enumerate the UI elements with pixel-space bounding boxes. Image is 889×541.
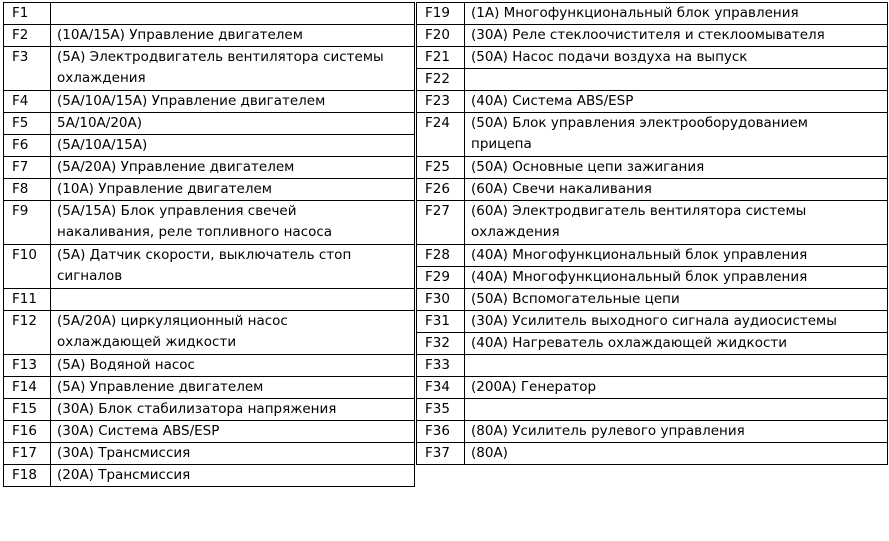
fuse-description-line: охлаждающей жидкости — [57, 334, 237, 350]
fuse-code: F27 — [417, 201, 465, 245]
fuse-description-line: (5A/15A) Блок управления свечей — [57, 203, 297, 219]
fuse-row — [4, 399, 415, 421]
fuse-code: F5 — [4, 113, 51, 135]
fuse-row — [4, 47, 415, 91]
fuse-row — [417, 333, 888, 355]
fuse-row — [4, 465, 415, 487]
fuse-table-right — [416, 2, 888, 465]
fuse-description — [51, 47, 415, 91]
fuse-code: F17 — [4, 443, 51, 465]
fuse-row — [417, 47, 888, 69]
fuse-row — [4, 245, 415, 289]
fuse-description — [465, 201, 888, 245]
fuse-row — [4, 377, 415, 399]
fuse-description: (5A/10A/15A) Управление двигателем — [51, 91, 415, 113]
fuse-row — [417, 91, 888, 113]
fuse-table-left — [3, 2, 415, 487]
fuse-description-line: (5A/20A) циркуляционный насос — [57, 313, 288, 329]
fuse-code: F23 — [417, 91, 465, 113]
fuse-code: F15 — [4, 399, 51, 421]
fuse-code: F33 — [417, 355, 465, 377]
fuse-code: F12 — [4, 311, 51, 355]
fuse-description: (50A) Насос подачи воздуха на выпуск — [465, 47, 888, 69]
fuse-description-line: накаливания, реле топливного насоса — [57, 224, 333, 240]
fuse-description: (50A) Основные цепи зажигания — [465, 157, 888, 179]
fuse-code: F14 — [4, 377, 51, 399]
fuse-table-left-body — [4, 3, 415, 487]
fuse-code: F1 — [4, 3, 51, 25]
fuse-description: (30A) Усилитель выходного сигнала аудиосистемы — [465, 311, 888, 333]
fuse-row — [4, 25, 415, 47]
fuse-description — [465, 113, 888, 157]
fuse-row — [4, 135, 415, 157]
fuse-row — [417, 113, 888, 157]
fuse-code: F25 — [417, 157, 465, 179]
fuse-description: (40A) Нагреватель охлаждающей жидкости — [465, 333, 888, 355]
fuse-row — [417, 421, 888, 443]
fuse-row — [417, 267, 888, 289]
fuse-description: (40A) Многофункциональный блок управления — [465, 267, 888, 289]
fuse-row — [4, 113, 415, 135]
fuse-description — [51, 289, 415, 311]
fuse-code: F26 — [417, 179, 465, 201]
fuse-description-line: (5A) Датчик скорости, выключатель стоп — [57, 247, 352, 263]
fuse-row — [417, 25, 888, 47]
fuse-description-line: охлаждения — [471, 224, 560, 240]
fuse-code: F22 — [417, 69, 465, 91]
fuse-code: F34 — [417, 377, 465, 399]
fuse-table-right-body — [417, 3, 888, 465]
fuse-code: F35 — [417, 399, 465, 421]
fuse-description: (30A) Реле стеклоочистителя и стеклоомывателя — [465, 25, 888, 47]
fuse-row — [4, 91, 415, 113]
fuse-row — [417, 69, 888, 91]
fuse-code: F8 — [4, 179, 51, 201]
fuse-description: (200A) Генератор — [465, 377, 888, 399]
fuse-description: (5A) Водяной насос — [51, 355, 415, 377]
fuse-row — [417, 443, 888, 465]
fuse-description-line: (5A) Электродвигатель вентилятора системы — [57, 49, 384, 65]
fuse-code: F21 — [417, 47, 465, 69]
fuse-description — [51, 201, 415, 245]
fuse-description: (60A) Свечи накаливания — [465, 179, 888, 201]
fuse-description-line: охлаждения — [57, 70, 146, 86]
fuse-code: F29 — [417, 267, 465, 289]
fuse-code: F2 — [4, 25, 51, 47]
fuse-code: F4 — [4, 91, 51, 113]
fuse-row — [417, 245, 888, 267]
fuse-description: (40A) Многофункциональный блок управления — [465, 245, 888, 267]
fuse-description — [465, 399, 888, 421]
fuse-description: (5A) Управление двигателем — [51, 377, 415, 399]
fuse-row — [417, 289, 888, 311]
fuse-description — [51, 245, 415, 289]
fuse-description: (30A) Система ABS/ESP — [51, 421, 415, 443]
fuse-row — [417, 399, 888, 421]
fuse-description — [51, 3, 415, 25]
fuse-code: F16 — [4, 421, 51, 443]
fuse-row — [417, 377, 888, 399]
fuse-description — [51, 311, 415, 355]
fuse-row — [4, 157, 415, 179]
fuse-row — [417, 311, 888, 333]
fuse-description: (30A) Блок стабилизатора напряжения — [51, 399, 415, 421]
fuse-row — [417, 355, 888, 377]
fuse-description-line: (60A) Электродвигатель вентилятора системы — [471, 203, 807, 219]
fuse-description — [465, 69, 888, 91]
fuse-row — [417, 157, 888, 179]
fuse-description: 5A/10A/20A) — [51, 113, 415, 135]
fuse-code: F19 — [417, 3, 465, 25]
fuse-code: F10 — [4, 245, 51, 289]
fuse-row — [4, 3, 415, 25]
fuse-description-line: (50A) Блок управления электрооборудованием — [471, 115, 808, 131]
fuse-code: F36 — [417, 421, 465, 443]
fuse-description: (10A/15A) Управление двигателем — [51, 25, 415, 47]
fuse-description-line: сигналов — [57, 268, 123, 284]
fuse-description: (50A) Вспомогательные цепи — [465, 289, 888, 311]
fuse-code: F31 — [417, 311, 465, 333]
fuse-description: (1A) Многофункциональный блок управления — [465, 3, 888, 25]
fuse-description: (40A) Система ABS/ESP — [465, 91, 888, 113]
fuse-row — [4, 355, 415, 377]
fuse-row — [4, 421, 415, 443]
fuse-row — [417, 201, 888, 245]
fuse-code: F20 — [417, 25, 465, 47]
fuse-description: (5A/20A) Управление двигателем — [51, 157, 415, 179]
fuse-code: F30 — [417, 289, 465, 311]
fuse-description: (20A) Трансмиссия — [51, 465, 415, 487]
fuse-code: F32 — [417, 333, 465, 355]
fuse-row — [4, 311, 415, 355]
fuse-code: F9 — [4, 201, 51, 245]
fuse-row — [417, 179, 888, 201]
fuse-description: (5A/10A/15A) — [51, 135, 415, 157]
fuse-row — [4, 443, 415, 465]
fuse-code: F6 — [4, 135, 51, 157]
fuse-description: (80A) Усилитель рулевого управления — [465, 421, 888, 443]
fuse-row — [417, 3, 888, 25]
fuse-description: (80A) — [465, 443, 888, 465]
fuse-row — [4, 201, 415, 245]
fuse-code: F24 — [417, 113, 465, 157]
fuse-description: (10A) Управление двигателем — [51, 179, 415, 201]
fuse-description: (30A) Трансмиссия — [51, 443, 415, 465]
fuse-row — [4, 179, 415, 201]
fuse-description-line: прицепа — [471, 136, 532, 152]
fuse-description — [465, 355, 888, 377]
fuse-code: F28 — [417, 245, 465, 267]
fuse-row — [4, 289, 415, 311]
fuse-code: F18 — [4, 465, 51, 487]
fuse-code: F37 — [417, 443, 465, 465]
fuse-code: F3 — [4, 47, 51, 91]
fuse-code: F7 — [4, 157, 51, 179]
fuse-code: F13 — [4, 355, 51, 377]
fuse-code: F11 — [4, 289, 51, 311]
